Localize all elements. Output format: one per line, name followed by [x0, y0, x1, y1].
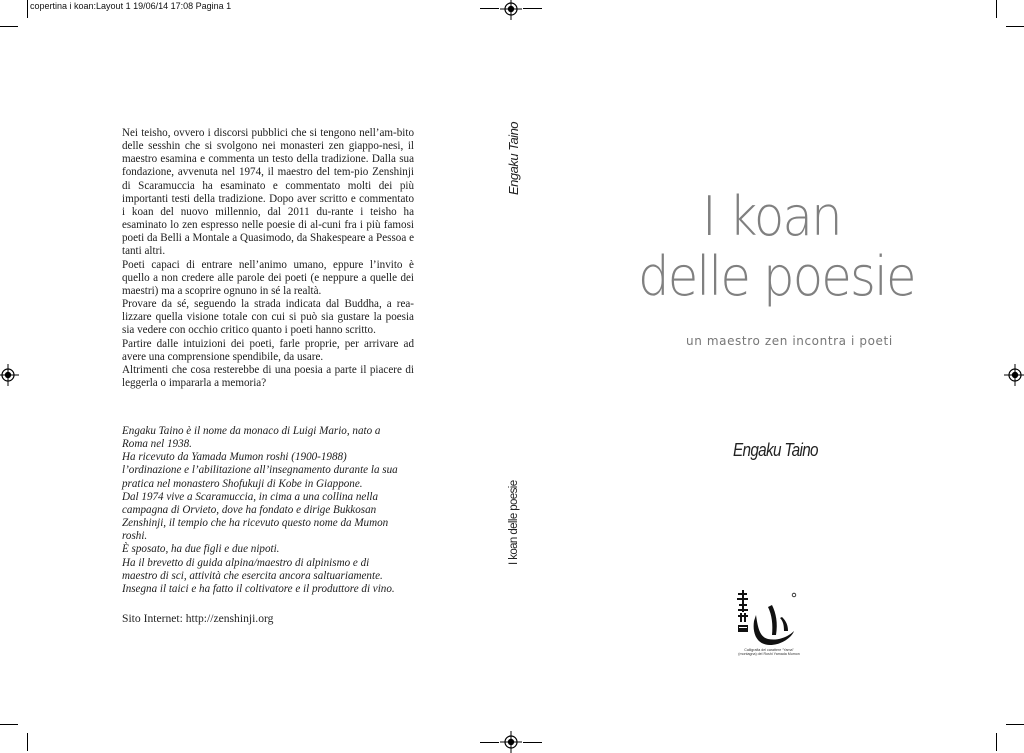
logo-caption: Calligrafia del carattere “Yama” (montagna) del Roshi Yamada Mumon	[738, 648, 800, 657]
cover-title-line1: I koan	[702, 185, 841, 248]
bio-line: Engaku Taino è il nome da monaco di Luigi Mario, nato a	[122, 425, 381, 437]
bio-line: È sposato, ha due figli e due nipoti.	[122, 543, 280, 556]
blurb-paragraph: Nei teisho, ovvero i discorsi pubblici che si tengono nell’am-bito delle sesshin che si svolgono nei monasteri zen giappo-nesi, il maestro esamina e commenta un testo della tradizione. Dalla sua fondazione, avvenuta nel 1974, il maestro del tem-pio Zenshinji di Scaramuccia ha esaminato e commentato molti dei più importanti testi della tradizione. Dopo aver scritto e commentato i koan del nuovo millennio, dal 2011 du-rante i teisho ha esaminato lo zen espresso nelle poesie di al-cuni fra i più famosi poeti da Belli a Montale a Quasimodo, da Shakespeare a Pessoa e tanti altri.	[122, 127, 414, 258]
blurb-paragraph: Partire dalle intuizioni dei poeti, farle proprie, per arrivare ad avere una comprensione spendibile, da usare.	[122, 337, 414, 363]
bio-line: campagna di Orvieto, dove ha fondato e dirige Bukkosan	[122, 503, 377, 516]
bio-line: l’ordinazione e l’abilitazione all’insegnamento durante la sua	[122, 464, 398, 477]
blurb-paragraph: Provare da sé, seguendo la strada indicata dal Buddha, a rea-lizzare quella visione totale con cui si può sia gustare la poesia sia vedere con occhio critico quanto i poeti hanno scritto.	[122, 298, 414, 337]
bio-line: Zenshinji, il tempio che ha ricevuto questo nome da Mumon	[122, 517, 389, 530]
registration-mark-icon	[500, 0, 522, 20]
author-bio	[122, 425, 422, 596]
registration-mark-icon	[500, 731, 522, 753]
print-slug-line: copertina i koan:Layout 1 19/06/14 17:08 Pagina 1	[30, 1, 232, 11]
website-link: Sito Internet: http://zenshinji.org	[122, 612, 274, 625]
cover-subtitle: un maestro zen incontra i poeti	[686, 334, 893, 348]
bio-line: Dal 1974 vive a Scaramuccia, in cima a una collina nella	[122, 490, 379, 503]
spine-title: I koan delle poesie	[508, 480, 520, 565]
bio-line: pratica nel monastero Shofukuji di Kobe in Giappone.	[122, 477, 363, 490]
bio-line: maestro di sci, attività che esercita ancora saltuariamente.	[122, 569, 383, 582]
bio-line: Ha ricevuto da Yamada Mumon roshi (1900-1988)	[122, 451, 347, 464]
bio-line: Roma nel 1938.	[122, 438, 192, 451]
spine-author: Engaku Taino	[506, 121, 521, 195]
back-cover-blurb	[122, 127, 414, 390]
blurb-paragraph: Altrimenti che cosa resterebbe di una poesia a parte il piacere di leggerla o impararla a memoria?	[122, 363, 414, 389]
cover-author: Engaku Taino	[733, 440, 818, 460]
blurb-paragraph: Poeti capaci di entrare nell’animo umano, eppure l’invito è quello a non credere alle parole dei poeti (e neppure a quelle dei maestri) ma a scoprire ognuno in sé la realtà.	[122, 258, 414, 297]
bio-line: Ha il brevetto di guida alpina/maestro di alpinismo e di	[122, 556, 370, 569]
registration-mark-icon	[1004, 364, 1024, 386]
bio-line: Insegna il taici e ha fatto il coltivatore e il produttore di vino.	[122, 582, 395, 595]
cover-title-line2: delle poesie	[638, 245, 915, 308]
registration-mark-icon	[0, 364, 19, 386]
bio-line: roshi.	[122, 530, 148, 543]
